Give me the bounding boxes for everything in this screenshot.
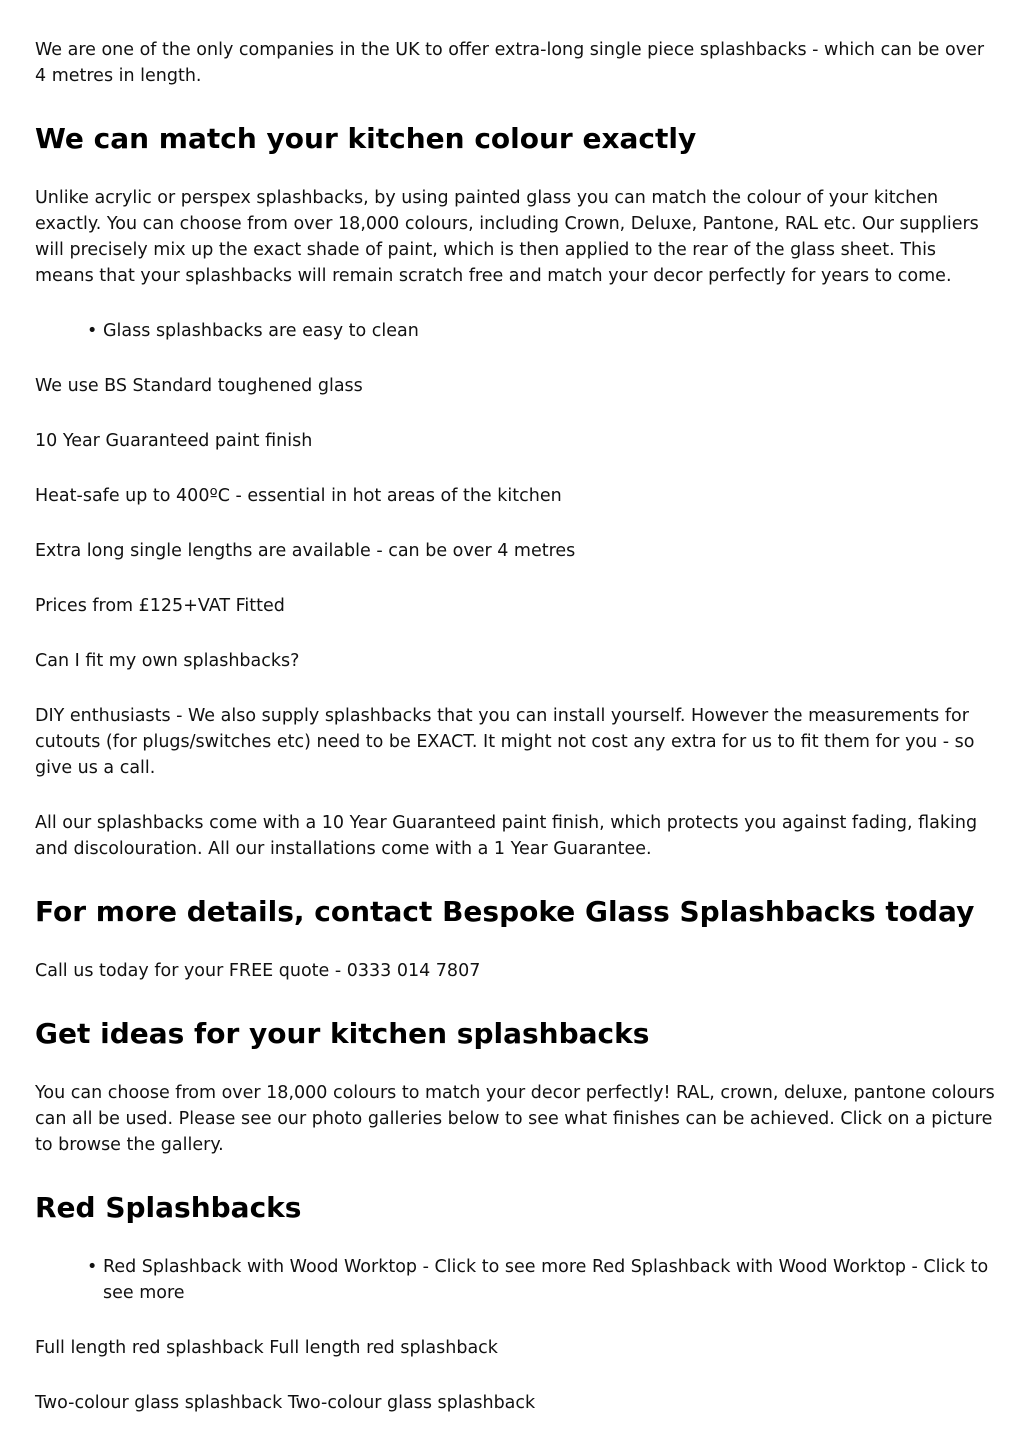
bullet-list-red — [35, 1254, 995, 1306]
guarantee-paragraph: All our splashbacks come with a 10 Year Guaranteed paint finish, which protects you against fading, flaking and discolouration. All our installations come with a 1 Year Guarantee. — [35, 813, 978, 859]
bullet-list-cleaning — [35, 318, 995, 344]
bullet-red-wood-worktop: • Red Splashback with Wood Worktop - Click to see more Red Splashback with Wood Worktop - Click to see more — [103, 1254, 995, 1306]
document-page — [35, 37, 995, 1416]
diy-paragraph: DIY enthusiasts - We also supply splashbacks that you can install yourself. However the measurements for cutouts (for plugs/switches etc) need to be EXACT. It might not cost any extra for us to fit them for you - so give us a call. — [35, 706, 975, 778]
contact-paragraph: Call us today for your FREE quote - 0333 014 7807 — [35, 961, 481, 981]
intro-paragraph: We are one of the only companies in the UK to offer extra-long single piece splashbacks - which can be over 4 metres in length. — [35, 40, 985, 86]
ideas-paragraph: You can choose from over 18,000 colours to match your decor perfectly! RAL, crown, deluxe, pantone colours can all be used. Please see our photo galleries below to see what finishes can be achieved. Click on a picture to browse the gallery. — [35, 1083, 995, 1155]
heading-red-splashbacks: Red Splashbacks — [35, 1191, 302, 1224]
heading-match-colour: We can match your kitchen colour exactly — [35, 122, 697, 155]
red-item-two-colour: Two-colour glass splashback Two-colour glass splashback — [35, 1393, 536, 1413]
feature-toughened-glass: We use BS Standard toughened glass — [35, 376, 363, 396]
heading-contact: For more details, contact Bespoke Glass Splashbacks today — [35, 895, 975, 928]
bullet-easy-clean: • Glass splashbacks are easy to clean — [103, 318, 995, 344]
feature-diy-question: Can I fit my own splashbacks? — [35, 651, 300, 671]
heading-ideas: Get ideas for your kitchen splashbacks — [35, 1017, 650, 1050]
feature-prices: Prices from £125+VAT Fitted — [35, 596, 285, 616]
red-item-full-length: Full length red splashback Full length red splashback — [35, 1338, 498, 1358]
feature-extra-long: Extra long single lengths are available - can be over 4 metres — [35, 541, 576, 561]
feature-heat-safe: Heat-safe up to 400ºC - essential in hot areas of the kitchen — [35, 486, 562, 506]
feature-paint-guarantee: 10 Year Guaranteed paint finish — [35, 431, 313, 451]
match-colour-paragraph: Unlike acrylic or perspex splashbacks, by using painted glass you can match the colour of your kitchen exactly. You can choose from over 18,000 colours, including Crown, Deluxe, Pantone, RAL etc. Our suppliers will precisely mix up the exact shade of paint, which is then applied to the rear of the glass sheet. This means that your splashbacks will remain scratch free and match your decor perfectly for years to come. — [35, 188, 979, 286]
